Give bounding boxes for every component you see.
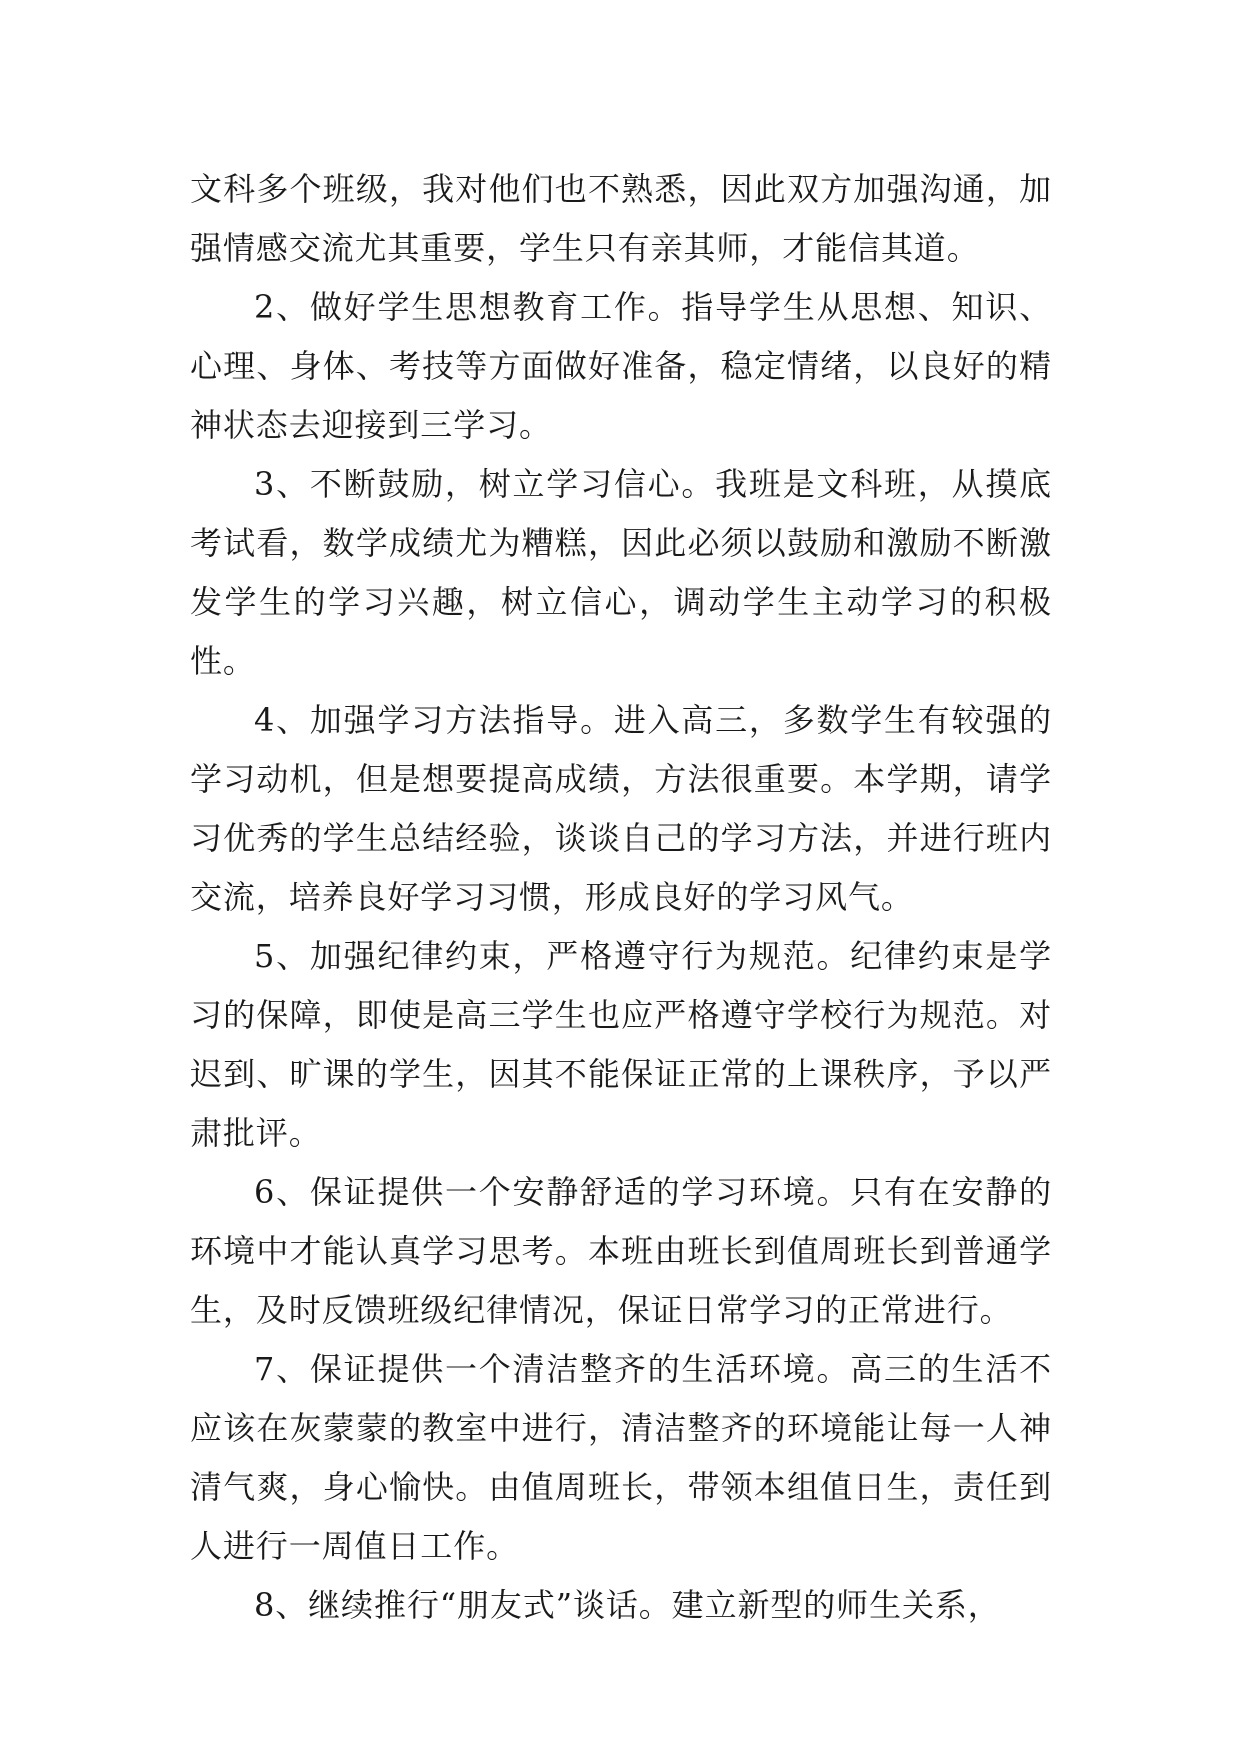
paragraph-5: 5、加强纪律约束，严格遵守行为规范。纪律约束是学习的保障，即使是高三学生也应严格遵守学校行为规范。对迟到、旷课的学生，因其不能保证正常的上课秩序，予以严肃批评。	[190, 937, 1052, 1152]
paragraph-4: 4、加强学习方法指导。进入高三，多数学生有较强的学习动机，但是想要提高成绩，方法很重要。本学期，请学习优秀的学生总结经验，谈谈自己的学习方法，并进行班内交流，培养良好学习习惯，形成良好的学习风气。	[190, 701, 1052, 916]
paragraph-8: 8、继续推行“朋友式”谈话。建立新型的师生关系，	[254, 1586, 1001, 1624]
paragraph-6: 6、保证提供一个安静舒适的学习环境。只有在安静的环境中才能认真学习思考。本班由班长到值周班长到普通学生，及时反馈班级纪律情况，保证日常学习的正常进行。	[190, 1173, 1052, 1329]
paragraph-3: 3、不断鼓励，树立学习信心。我班是文科班，从摸底考试看，数学成绩尤为糟糕，因此必须以鼓励和激励不断激发学生的学习兴趣，树立信心，调动学生主动学习的积极性。	[190, 465, 1052, 680]
paragraph-7: 7、保证提供一个清洁整齐的生活环境。高三的生活不应该在灰蒙蒙的教室中进行，清洁整齐的环境能让每一人神清气爽，身心愉快。由值周班长，带领本组值日生，责任到人进行一周值日工作。	[190, 1350, 1052, 1565]
body-text	[190, 160, 1052, 1635]
paragraph-2: 2、做好学生思想教育工作。指导学生从思想、知识、心理、身体、考技等方面做好准备，稳定情绪，以良好的精神状态去迎接到三学习。	[190, 288, 1052, 444]
paragraph-1: 文科多个班级，我对他们也不熟悉，因此双方加强沟通，加强情感交流尤其重要，学生只有亲其师，才能信其道。	[190, 170, 1052, 267]
